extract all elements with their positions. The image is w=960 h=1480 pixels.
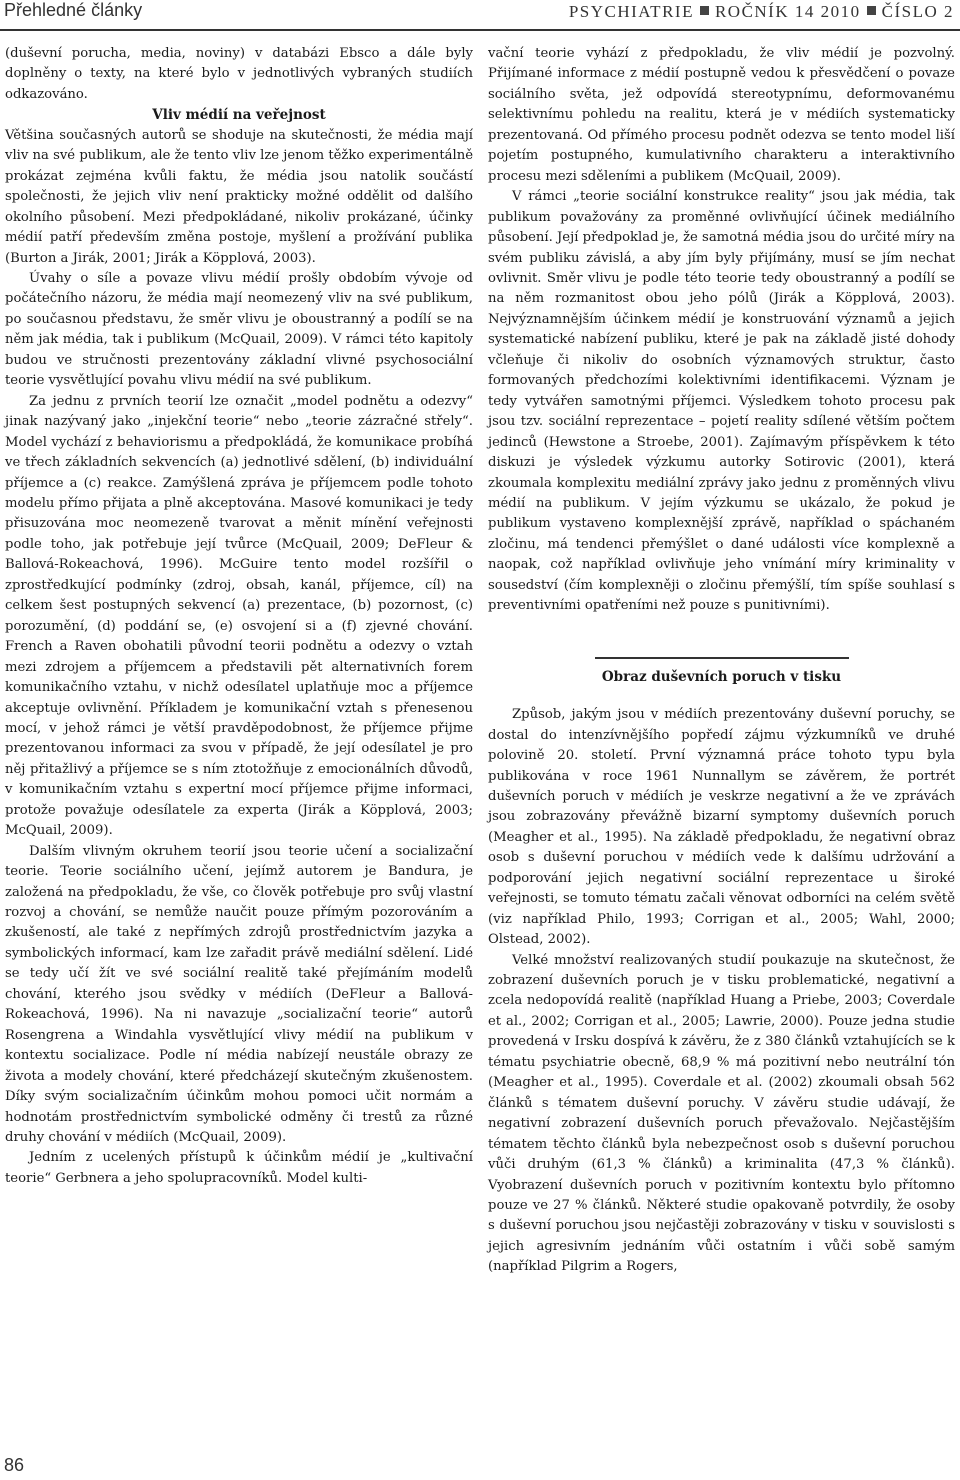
issue-label: ČÍSLO 2 <box>881 2 954 21</box>
separator-square-icon <box>867 6 876 15</box>
journal-info <box>569 2 954 22</box>
separator-square-icon <box>700 6 709 15</box>
body-paragraph: Úvahy o síle a povaze vlivu médií prošly obdobím vývoje od počátečního názoru, že média mají neomezený vliv na své publikum, po současnou představu, že směr vlivu je oboustranný a podílí se na něm jak média, tak i publikum (McQuail, 2009). V rámci této kapitoly budou ve stručnosti prezentovány základní vlivné psychosociální teorie vysvětlující povahu vlivu médií na své publikum. <box>5 270 473 389</box>
body-paragraph: Většina současných autorů se shoduje na skutečnosti, že média mají vliv na své publikum, ale že tento vliv lze jenom těžko experimentálně prokázat zejména kvůli faktu, že média jsou natolik součástí společnosti, že jejich vliv není prakticky možné oddělit od dalšího okolního působení. Mezi předpokládané, nikoliv prokázané, účinky médií patří především změna postoje, myšlení a prožívání publika (Burton a Jirák, 2001; Jirák a Köpplová, 2003). <box>5 127 473 266</box>
body-paragraph: Za jednu z prvních teorií lze označit „model podnětu a odezvy“ jinak nazývaný jako „injekční teorie“ nebo „teorie zázračné střely“. Model vychází z behaviorismu a předpokládá, že komunikace probíhá ve třech základních sekvencích (a) jednotlivé sdělení, (b) individuální příjemce a (c) reakce. Zamýšlená zpráva je příjemcem podle tohoto modelu přímo přijata a plně akceptována. Masové komunikaci je tedy přisuzována moc neomezeně tvarovat a měnit mínění veřejnosti podle toho, jak potřebuje její tvůrce (McQuail, 2009; DeFleur & Ballová-Rokeachová, 1996). McGuire tento model rozšířil o zprostředkující podmínky (zdroj, obsah, kanál, příjemce, cíl) na celkem šest postupných sekvencí (a) prezentace, (b) pozornost, (c) porozumění, (d) poddání se, (e) osvojení si a (f) zjevné chování. French a Raven obohatili původní teorii podnětu a odezvy o vztah mezi zdrojem a příjemcem a představili pět alternativních forem komunikačního vztahu, v nichž odesílatel uplatňuje moc a příjemce akceptuje ovlivnění. Příkladem je komunikační vztah s přenesenou mocí, v jehož rámci je větší pravděpodobnost, že příjemce přijme prezentovanou informaci za svou v případě, že její odesílatel je pro něj přitažlivý a příjemce se s ním ztotožňuje z emocionálních důvodů, v komunikačním vztahu s expertní mocí příjemce přijme informaci, protože považuje odesílatele za experta (Jirák a Köpplová, 2003; McQuail, 2009). <box>5 393 473 839</box>
right-column <box>488 44 955 1278</box>
body-paragraph: Způsob, jakým jsou v médiích prezentovány duševní poruchy, se dostal do intenzívnějšího popředí zájmu výzkumníků ve druhé polovině 20. století. První významná práce tohoto typu byla publikována v roce 1961 Nunnallym se závěrem, že portrét duševních poruch v médiích je veskrze negativní a že ve zprávách jsou zobrazovány převážně bizarní symptomy duševních poruch (Meagher et al., 1995). Na základě předpokladu, že negativní obraz osob s duševní poruchou v médiích vede k dalšímu udržování a podporování jejich negativní sociální reprezentace u široké veřejnosti, se tomuto tématu začali věnovat odborníci na celém světě (viz například Philo, 1993; Corrigan et al., 2005; Wahl, 2000; Olstead, 2002). <box>488 707 955 948</box>
left-column <box>5 44 473 1189</box>
body-paragraph: Velké množství realizovaných studií poukazuje na skutečnost, že zobrazení duševních poruch je v tisku problematické, negativní a zcela nedopovídá realitě (například Huang a Priebe, 2003; Coverdale et al., 2002; Corrigan et al., 2005; Lawrie, 2000). Pouze jedna studie provedená v Irsku dospívá k závěru, že z 380 článků vztahujících se k tématu psychiatrie obecně, 68,9 % má pozitivní nebo neutrální tón (Meagher et al., 1995). Coverdale et al. (2002) zkoumali obsah 562 článků s tématem duševní poruchy. V závěru studie udávají, že negativní zobrazení duševních poruch převažovalo. Nejčastějším tématem těchto článků byla nebezpečnost osob s duševní poruchou vůči druhým (61,3 % článků) a kriminalita (47,3 % článků). Vyobrazení duševních poruch v pozitivním kontextu bylo přítomno pouze ve 27 % článků. Některé studie opakovaně potvrdily, že osoby s duševní poruchou jsou nejčastěji zobrazovány v tisku v souvislosti s jejich agresivním jednáním vůči ostatním i vůči sobě samým (například Pilgrim a Rogers, <box>488 952 955 1275</box>
body-paragraph: V rámci „teorie sociální konstrukce reality“ jsou jak média, tak publikum považovány za proměnné ovlivňující účinek mediálního působení. Její předpoklad je, že samotná média jsou do určité míry na svém publiku závislá, a aby jím byly přijímány, musí se jím nechat ovlivnit. Směr vlivu je podle této teorie tedy oboustranný a podílí se na něm rozmanitost obou jeho pólů (Jirák a Köpplová, 2003). Nejvýznamnějším účinkem médií je konstruování významů a jejich systematické nabízení publiku, které je pak na základě jisté dohody včleňuje či nikoliv do osobních významových struktur, často formovaných předchozími kolektivními identifikacemi. Význam je tedy vytvářen samotnými příjemci. Výsledkem tohoto procesu pak jsou tzv. sociální reprezentace – pojetí reality sdílené větším počtem jedinců (Hewstone a Stroebe, 2001). Zajímavým příspěvkem k této diskuzi je výsledek výzkumu autorky Sotirovic (2001), která zkoumala komplexitu mediální zprávy jako jednu z proměnných vlivu médií na publikum. V jejím výzkumu se ukázalo, že pokud je publikum vystaveno komplexnější zprávě, například o spáchaném zločinu, má tendenci přemýšlet o dané události více komplexně a naopak, což například ovlivňuje jeho vnímání míry kriminality v sousedství (čím komplexněji o zločinu přemýšlí, tím spíše souhlasí s preventivními opatřeními než pouze s punitivními). <box>488 189 955 614</box>
section-heading-block <box>488 657 955 687</box>
section-label: Přehledné články <box>4 0 143 20</box>
page-number: 86 <box>4 1455 25 1475</box>
body-paragraph: Jedním z ucelených přístupů k účinkům médií je „kultivační teorie“ Gerbnera a jeho spolupracovníků. Model kulti- <box>5 1150 473 1186</box>
running-header <box>0 0 960 26</box>
header-rule <box>0 29 960 31</box>
intro-paragraph: (duševní porucha, media, noviny) v databázi Ebsco a dále byly doplněny o texty, na které bylo v jednotlivých vybraných studiích odkazováno. <box>5 46 473 102</box>
year-label: 2010 <box>820 2 861 21</box>
journal-name: PSYCHIATRIE <box>568 2 694 21</box>
volume-label: ROČNÍK 14 <box>714 2 815 21</box>
section-heading-media-influence: Vliv médií na veřejnost <box>152 107 326 124</box>
section-heading-mental-illness-press: Obraz duševních poruch v tisku <box>601 668 842 685</box>
body-paragraph: Dalším vlivným okruhem teorií jsou teorie učení a socializační teorie. Teorie sociálního učení, jejímž autorem je Bandura, je založená na předpokladu, že vše, co člověk potřebuje pro svůj vlastní rozvoj a chování, se nemůže naučit pouze přímým pozorováním a zkušeností, ale také z nepřímých zdrojů prostřednictvím jazyka a symbolických informací, kam lze zařadit právě mediální sdělení. Lidé se tedy učí žít ve své sociální realitě také přejímáním modelů chování, kterého jsou svědky v médiích (DeFleur a Ballová-Rokeachová, 1996). Na ni navazuje „socializační teorie“ autorů Rosengrena a Windahla vysvětlující vlivy médií na publikum v kontextu socializace. Podle ní média nabízejí neustále obrazy ze života a modely chování, které předcházejí skutečným zkušenostem. Díky svým socializačním účinkům mohou pomoci učit normám a hodnotám prostřednictvím symbolické odměny či trestů za různé druhy chování v médiích (McQuail, 2009). <box>5 843 473 1146</box>
heading-rule <box>595 657 849 659</box>
body-paragraph: vační teorie vyhází z předpokladu, že vliv médií je pozvolný. Přijímané informace z médií postupně vedou k přesvědčení o povaze sociálního světa, jež odpovídá stereotypnímu, deformovanému selektivnímu pohledu na realitu, která je v médiích systematicky prezentovaná. Od přímého procesu podnět odezva se tento model liší pojetím postupného, kumulativního charakteru a interaktivního procesu mezi sděleními a publikem (McQuail, 2009). <box>488 46 955 184</box>
